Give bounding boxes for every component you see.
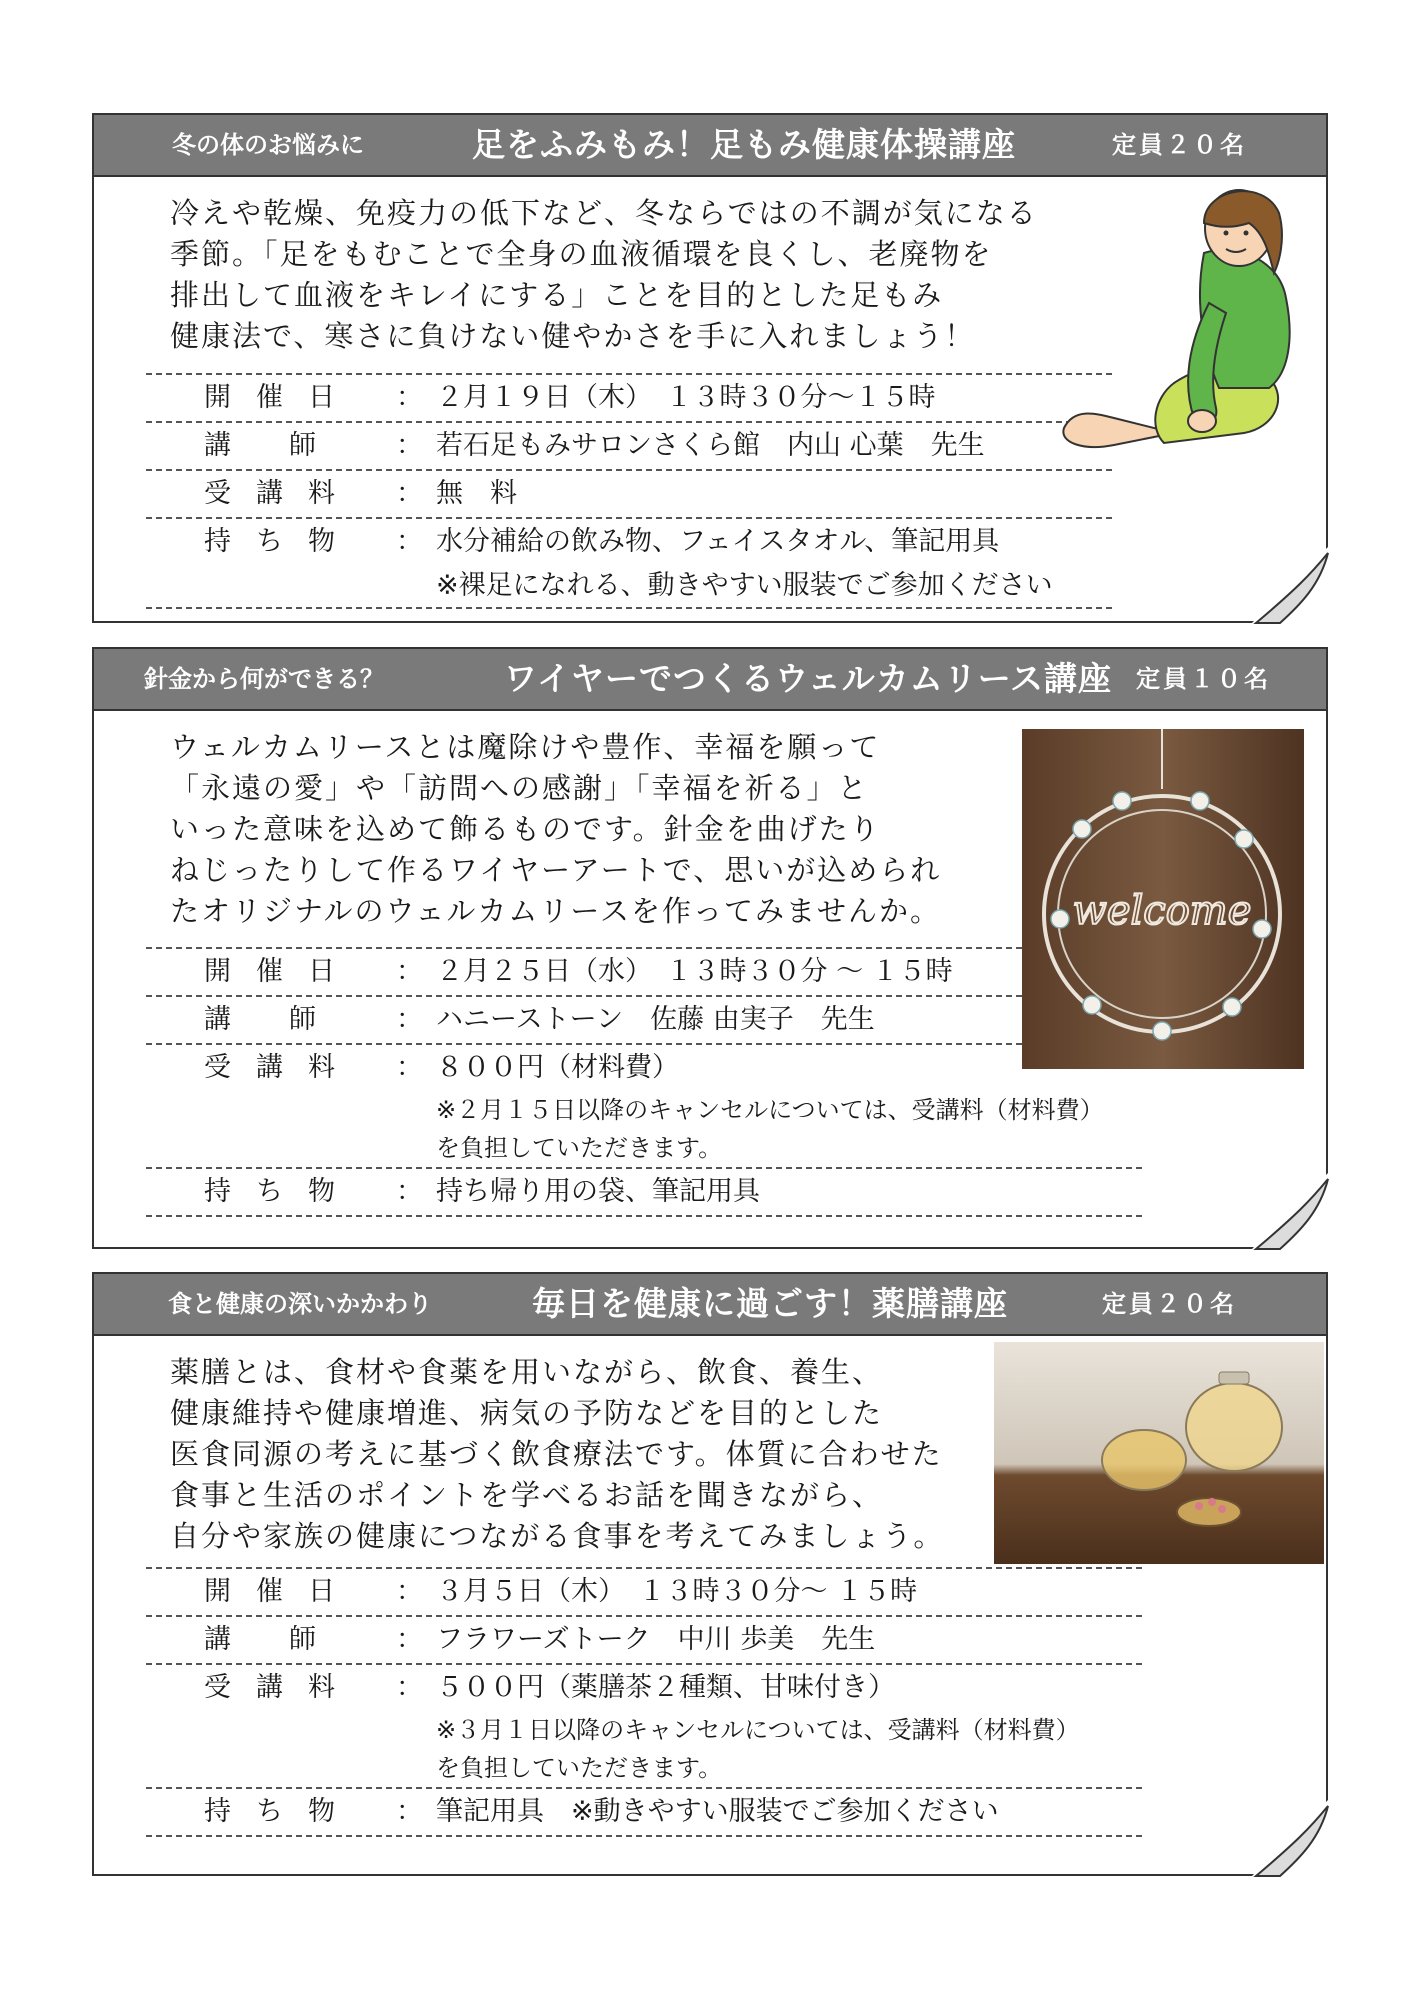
- detail-value: 若石足もみサロンさくら館 内山 心葉 先生: [436, 430, 985, 461]
- page-curl-icon: [1250, 1798, 1330, 1878]
- detail-row-fee: 受講料 ： ５００円（薬膳茶２種類、甘味付き） ※３月１日以降のキャンセルについては、受講料（材料費） を負担していただきます。: [146, 1663, 1142, 1787]
- course-title: 毎日を健康に過ごす！薬膳講座: [532, 1284, 1008, 1323]
- course-header: [94, 1274, 1326, 1336]
- detail-value: 持ち帰り用の袋、筆記用具: [436, 1176, 760, 1207]
- detail-value: ５００円（薬膳茶２種類、甘味付き）: [436, 1672, 895, 1703]
- detail-row-instructor: 講師 ： 若石足もみサロンさくら館 内山 心葉 先生: [146, 421, 1112, 469]
- course-title: 足をふみもみ！足もみ健康体操講座: [472, 125, 1016, 164]
- course-description: ウェルカムリースとは魔除けや豊作、幸福を願って 「永遠の愛」や「訪問への感謝」「幸福を祈る」と いった意味を込めて飾るものです。針金を曲げたり ねじったりして作るワイヤーアートで、思いが込められ たオリジナルのウェルカムリースを作ってみませんか。: [170, 730, 942, 928]
- detail-value: ３月５日（木） １３時３０分〜 １５時: [436, 1576, 918, 1607]
- course-subtitle: 食と健康の深いかかわり: [168, 1290, 432, 1318]
- detail-label: 持ち物: [204, 526, 360, 557]
- detail-row-items: 持ち物 ： 筆記用具 ※動きやすい服装でご参加ください: [146, 1787, 1142, 1837]
- detail-value: ２月１９日（木） １３時３０分〜１５時: [436, 382, 936, 413]
- course-description: 冷えや乾燥、免疫力の低下など、冬ならではの不調が気になる 季節。「足をもむことで全身の血液循環を良くし、老廃物を 排出して血液をキレイにする」ことを目的とした足もみ 健康法で、寒さに負けない健やかさを手に入れましょう！: [170, 196, 1038, 353]
- detail-label: 受講料: [204, 1672, 360, 1703]
- detail-note: ※２月１５日以降のキャンセルについては、受講料（材料費）: [436, 1096, 1104, 1124]
- detail-row-date: 開催日 ： ３月５日（木） １３時３０分〜 １５時: [146, 1567, 1142, 1615]
- detail-row-instructor: 講師 ： フラワーズトーク 中川 歩美 先生: [146, 1615, 1142, 1663]
- course-header: [94, 649, 1326, 711]
- page-curl-icon: [1250, 545, 1330, 625]
- course-title: ワイヤーでつくるウェルカムリース講座: [504, 659, 1113, 698]
- wire-wreath-photo: [1022, 729, 1304, 1069]
- course-header: [94, 115, 1326, 177]
- course-capacity: 定員２０名: [1102, 1290, 1237, 1318]
- detail-label: 講師: [204, 430, 374, 461]
- detail-value: ８００円（材料費）: [436, 1052, 679, 1083]
- detail-row-date: 開催日 ： ２月２５日（水） １３時３０分 〜 １５時: [146, 947, 1142, 995]
- herbal-tea-photo: [994, 1342, 1324, 1564]
- detail-note: を負担していただきます。: [436, 1754, 723, 1782]
- course-description: 薬膳とは、食材や食薬を用いながら、飲食、養生、 健康維持や健康増進、病気の予防などを目的とした 医食同源の考えに基づく飲食療法です。体質に合わせた 食事と生活のポイントを学べるお話を聞きながら、 自分や家族の健康につながる食事を考えてみましょう。: [170, 1355, 945, 1553]
- course-subtitle: 冬の体のお悩みに: [172, 131, 364, 159]
- course-details: [146, 373, 1112, 609]
- detail-label: 講師: [204, 1004, 374, 1035]
- detail-label: 受講料: [204, 1052, 360, 1083]
- detail-value: 無 料: [436, 478, 517, 509]
- page-curl-icon: [1250, 1171, 1330, 1251]
- detail-label: 講師: [204, 1624, 374, 1655]
- detail-note: ※３月１日以降のキャンセルについては、受講料（材料費）: [436, 1716, 1080, 1744]
- wreath-text: welcome: [1072, 888, 1252, 934]
- detail-value: 水分補給の飲み物、フェイスタオル、筆記用具: [436, 526, 1000, 557]
- detail-row-date: 開催日 ： ２月１９日（木） １３時３０分〜１５時: [146, 373, 1112, 421]
- detail-label: 受講料: [204, 478, 360, 509]
- course-card-wire-wreath: [92, 647, 1328, 1249]
- woman-foot-massage-illustration: [1054, 183, 1314, 483]
- course-capacity: 定員２０名: [1112, 131, 1247, 159]
- course-card-foot-massage: [92, 113, 1328, 623]
- course-capacity: 定員１０名: [1136, 665, 1271, 693]
- detail-value: 筆記用具 ※動きやすい服装でご参加ください: [436, 1796, 999, 1827]
- course-details: [146, 947, 1142, 1217]
- detail-row-items: 持ち物 ： 持ち帰り用の袋、筆記用具: [146, 1167, 1142, 1217]
- detail-label: 開催日: [204, 1576, 360, 1607]
- detail-note: を負担していただきます。: [436, 1134, 723, 1162]
- detail-note: ※裸足になれる、動きやすい服装でご参加ください: [436, 570, 1053, 601]
- detail-row-fee: 受講料 ： ８００円（材料費） ※２月１５日以降のキャンセルについては、受講料（材料費） を負担していただきます。: [146, 1043, 1142, 1167]
- detail-label: 開催日: [204, 956, 360, 987]
- detail-value: ハニーストーン 佐藤 由実子 先生: [436, 1004, 875, 1035]
- course-subtitle: 針金から何ができる？: [144, 665, 384, 693]
- detail-label: 開催日: [204, 382, 360, 413]
- detail-row-items: 持ち物 ： 水分補給の飲み物、フェイスタオル、筆記用具 ※裸足になれる、動きやすい服装でご参加ください: [146, 517, 1112, 609]
- course-card-yakuzen: [92, 1272, 1328, 1876]
- detail-value: ２月２５日（水） １３時３０分 〜 １５時: [436, 956, 953, 987]
- detail-value: フラワーズトーク 中川 歩美 先生: [436, 1624, 876, 1655]
- detail-label: 持ち物: [204, 1796, 360, 1827]
- detail-label: 持ち物: [204, 1176, 360, 1207]
- detail-row-fee: 受講料 ： 無 料: [146, 469, 1112, 517]
- detail-row-instructor: 講師 ： ハニーストーン 佐藤 由実子 先生: [146, 995, 1142, 1043]
- course-details: [146, 1567, 1142, 1837]
